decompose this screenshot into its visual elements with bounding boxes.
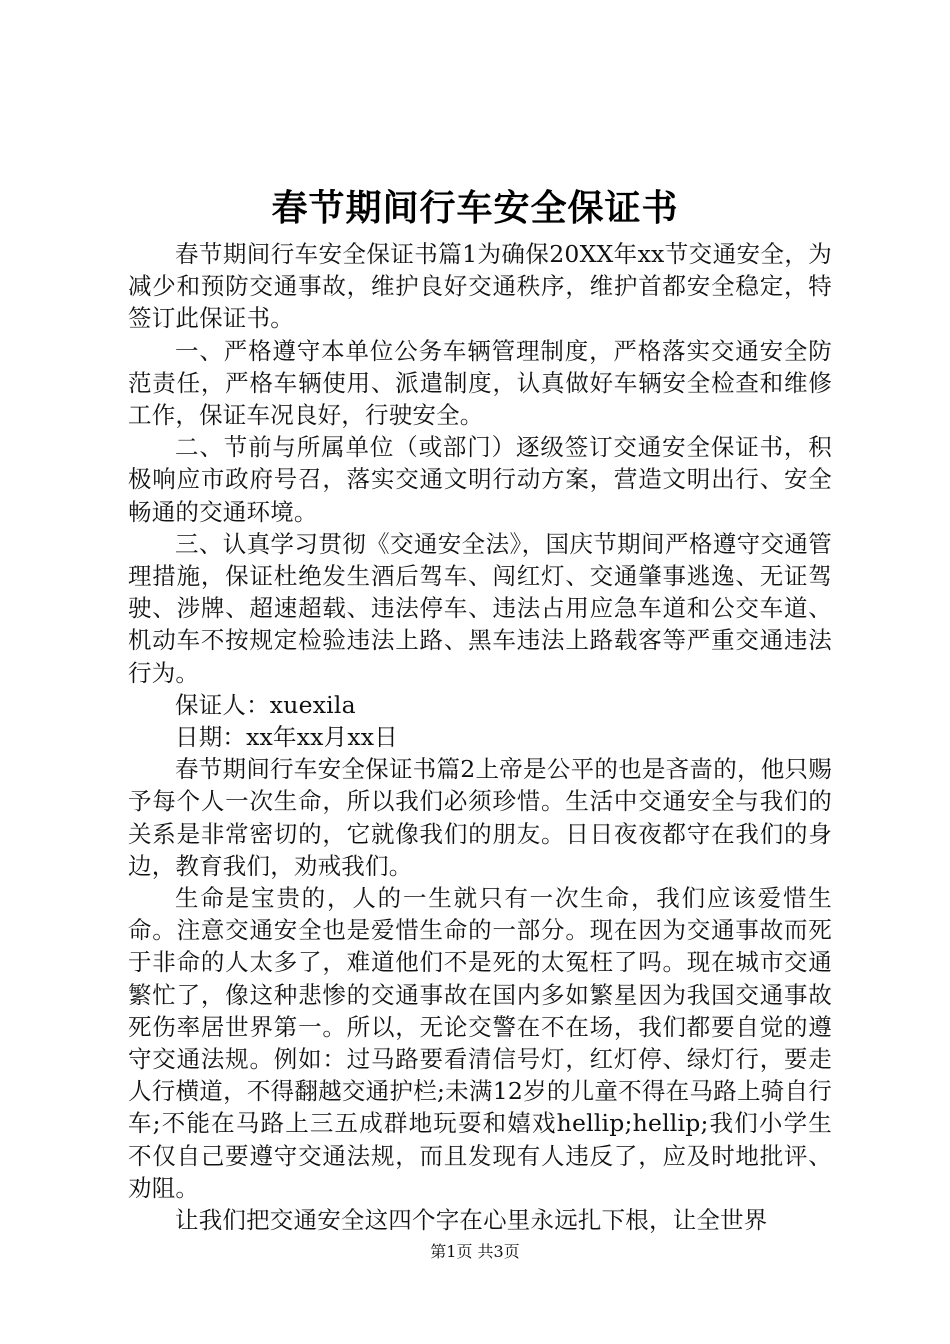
paragraph-item-one: 一、严格遵守本单位公务车辆管理制度，严格落实交通安全防范责任，严格车辆使用、派遣制度，认真做好车辆安全检查和维修工作，保证车况良好，行驶安全。 <box>128 336 832 430</box>
paragraph-essay-two-body: 生命是宝贵的，人的一生就只有一次生命，我们应该爱惜生命。注意交通安全也是爱惜生命的一部分。现在因为交通事故而死于非命的人太多了，难道他们不是死的太冤枉了吗。现在城市交通繁忙了，像这种悲惨的交通事故在国内多如繁星因为我国交通事故死伤率居世界第一。所以，无论交警在不在场，我们都要自觉的遵守交通法规。例如：过马路要看清信号灯，红灯停、绿灯行，要走人行横道，不得翻越交通护栏;未满12岁的儿童不得在马路上骑自行车;不能在马路上三五成群地玩耍和嬉戏hellip;hellip;我们小学生不仅自己要遵守交通法规，而且发现有人违反了，应及时地批评、劝阻。 <box>128 884 832 1202</box>
date-line: 日期：xx年xx月xx日 <box>175 723 398 752</box>
document-body <box>128 238 832 1236</box>
page-number-footer: 第1页 共3页 <box>430 1242 520 1261</box>
document-title: 春节期间行车安全保证书 <box>271 187 679 229</box>
paragraph-item-two: 二、节前与所属单位（或部门）逐级签订交通安全保证书，积极响应市政府号召，落实交通文明行动方案，营造文明出行、安全畅通的交通环境。 <box>128 433 832 526</box>
guarantor-line: 保证人：xuexila <box>175 690 356 719</box>
paragraph-essay-two-intro: 春节期间行车安全保证书篇2上帝是公平的也是吝啬的，他只赐予每个人一次生命，所以我们必须珍惜。生活中交通安全与我们的关系是非常密切的，它就像我们的朋友。日日夜夜都守在我们的身边，教育我们，劝戒我们。 <box>128 755 832 880</box>
paragraph-essay-two-closing: 让我们把交通安全这四个字在心里永远扎下根，让全世界 <box>175 1206 768 1235</box>
paragraph-intro: 春节期间行车安全保证书篇1为确保20XX年xx节交通安全，为减少和预防交通事故，维护良好交通秩序，维护首都安全稳定，特签订此保证书。 <box>128 240 832 333</box>
paragraph-item-three: 三、认真学习贯彻《交通安全法》，国庆节期间严格遵守交通管理措施，保证杜绝发生酒后驾车、闯红灯、交通肇事逃逸、无证驾驶、涉牌、超速超载、违法停车、违法占用应急车道和公交车道、机动车不按规定检验违法上路、黑车违法上路载客等严重交通违法行为。 <box>128 529 832 687</box>
